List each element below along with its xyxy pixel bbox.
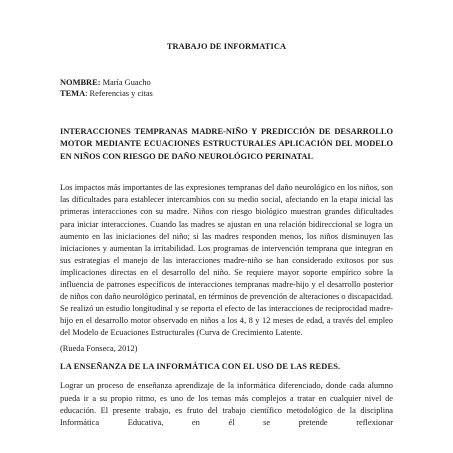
name-value: María Guacho — [100, 78, 151, 87]
topic-value: : Referencias y citas — [85, 89, 153, 98]
topic-label: TEMA — [60, 89, 86, 98]
name-label: NOMBRE: — [60, 78, 101, 87]
name-line — [60, 77, 393, 88]
document-title: TRABAJO DE INFORMATICA — [166, 42, 287, 51]
topic-line — [60, 88, 393, 99]
article-heading: INTERACCIONES TEMPRANAS MADRE-NIÑO Y PREDICCIÓN DE DESARROLLO MOTOR MEDIANTE ECUACIONES ESTRUCTURALES APLICACIÓN DEL MODELO EN NIÑOS CON RIESGO DE DAÑO NEUROLÓGICO PERINATAL — [60, 127, 393, 161]
author-block — [60, 77, 393, 99]
citation: (Rueda Fonseca, 2012) — [60, 344, 138, 354]
document-page — [60, 42, 393, 430]
body-paragraph-1: Los impactos más importantes de las expresiones tempranas del daño neurológico en los niños, son las dificultades para establecer intercambios con su medio social, afectando en la etapa inicial las primeras interacciones con su madre. Niños con riesgo biológico muestran grandes dificultades para iniciar interacciones. Cuando las madres se ajustan en una relación bidireccional se logra un aumento en las iniciaciones del niño; si las madres responden menos, los niños disminuyen las iniciaciones y aumentan la irritabilidad. Los programas de intervención temprana que integran en sus estrategias el manejo de las interacciones madre-niño se han considerado exitosos por sus implicaciones directas en el desarrollo del niño. Se requiere mayor soporte empírico sobre la influencia de patrones específicos de interacciones tempranas madre-hijo y el desarrollo posterior de niños con daño neurológico perinatal, en términos de prevención de alteraciones o discapacidad. Se realizó un estudio longitudinal y se reporta el efecto de las interacciones de reciprocidad madre-hijo en el desarrollo motor observado en niños a los 4, 8 y 12 meses de edad, a través del empleo del Modelo de Ecuaciones Estructurales (Curva de Crecimiento Latente. — [60, 183, 393, 338]
section-heading: LA ENSEÑANZA DE LA INFORMÁTICA CON EL USO DE LAS REDES. — [60, 362, 341, 372]
body-paragraph-2: Lograr un proceso de enseñanza aprendizaje de la informática diferenciado, donde cada alumno pueda ir a su propio ritmo, es uno de los temas más complejos a tratar en cualquier nivel de educación. El presente trabajo, es fruto del trabajo científico metodológico de la disciplina Informática Educativa, en él se pretende reflexionar — [60, 381, 393, 428]
